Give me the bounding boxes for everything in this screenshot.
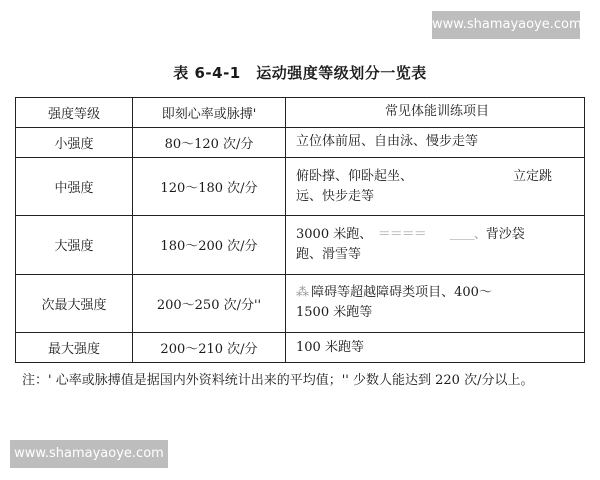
cell-level: 次最大强度	[16, 274, 133, 332]
table-row	[16, 127, 585, 157]
watermark-bottom: www.shamayaoye.com	[10, 440, 168, 468]
intensity-table	[15, 97, 585, 363]
cell-level: 中强度	[16, 157, 133, 215]
cell-items-part: 1500 米跑等	[296, 305, 373, 321]
cell-level: 最大强度	[16, 333, 133, 363]
cell-rate: 200～250 次/分''	[133, 274, 286, 332]
cell-items	[286, 274, 585, 332]
redaction-mark: ＝＝＝＝ ＿＿、	[365, 226, 486, 242]
header-training-items: 常见体能训练项目	[286, 98, 585, 128]
cell-items: 立位体前屈、自由泳、慢步走等	[286, 127, 585, 157]
header-heart-rate: 即刻心率或脉搏'	[133, 98, 286, 128]
cell-rate: 80～120 次/分	[133, 127, 286, 157]
cell-items-part: 跑、滑雪等	[296, 246, 362, 262]
table-row	[16, 333, 585, 363]
cell-rate: 200～210 次/分	[133, 333, 286, 363]
redaction-mark: ⁂	[296, 285, 312, 301]
table-footnote: 注：' 心率或脉搏值是据国内外资料统计出来的平均值；'' 少数人能达到 220 次/分以上。	[22, 373, 534, 388]
table-row	[16, 216, 585, 274]
cell-items-part: 障碍等超越障碍类项目、400～	[311, 285, 492, 301]
header-level: 强度等级	[16, 98, 133, 128]
cell-items	[286, 157, 585, 215]
cell-items-part: 俯卧撑、仰卧起坐、	[296, 168, 414, 184]
table-row	[16, 274, 585, 332]
table-row	[16, 157, 585, 215]
cell-items-part: 背沙袋	[485, 226, 525, 242]
table-title: 表 6-4-1 运动强度等级划分一览表	[173, 64, 427, 82]
cell-level: 小强度	[16, 127, 133, 157]
cell-items-part: 3000 米跑、	[296, 226, 366, 242]
cell-items-part: 远、快步走等	[296, 188, 375, 204]
cell-items-part: 立定跳	[513, 168, 553, 184]
cell-rate: 120～180 次/分	[133, 157, 286, 215]
watermark-top: www.shamayaoye.com	[432, 11, 580, 39]
table-header-row	[16, 98, 585, 128]
cell-items: 100 米跑等	[286, 333, 585, 363]
cell-rate: 180～200 次/分	[133, 216, 286, 274]
cell-level: 大强度	[16, 216, 133, 274]
cell-items	[286, 216, 585, 274]
